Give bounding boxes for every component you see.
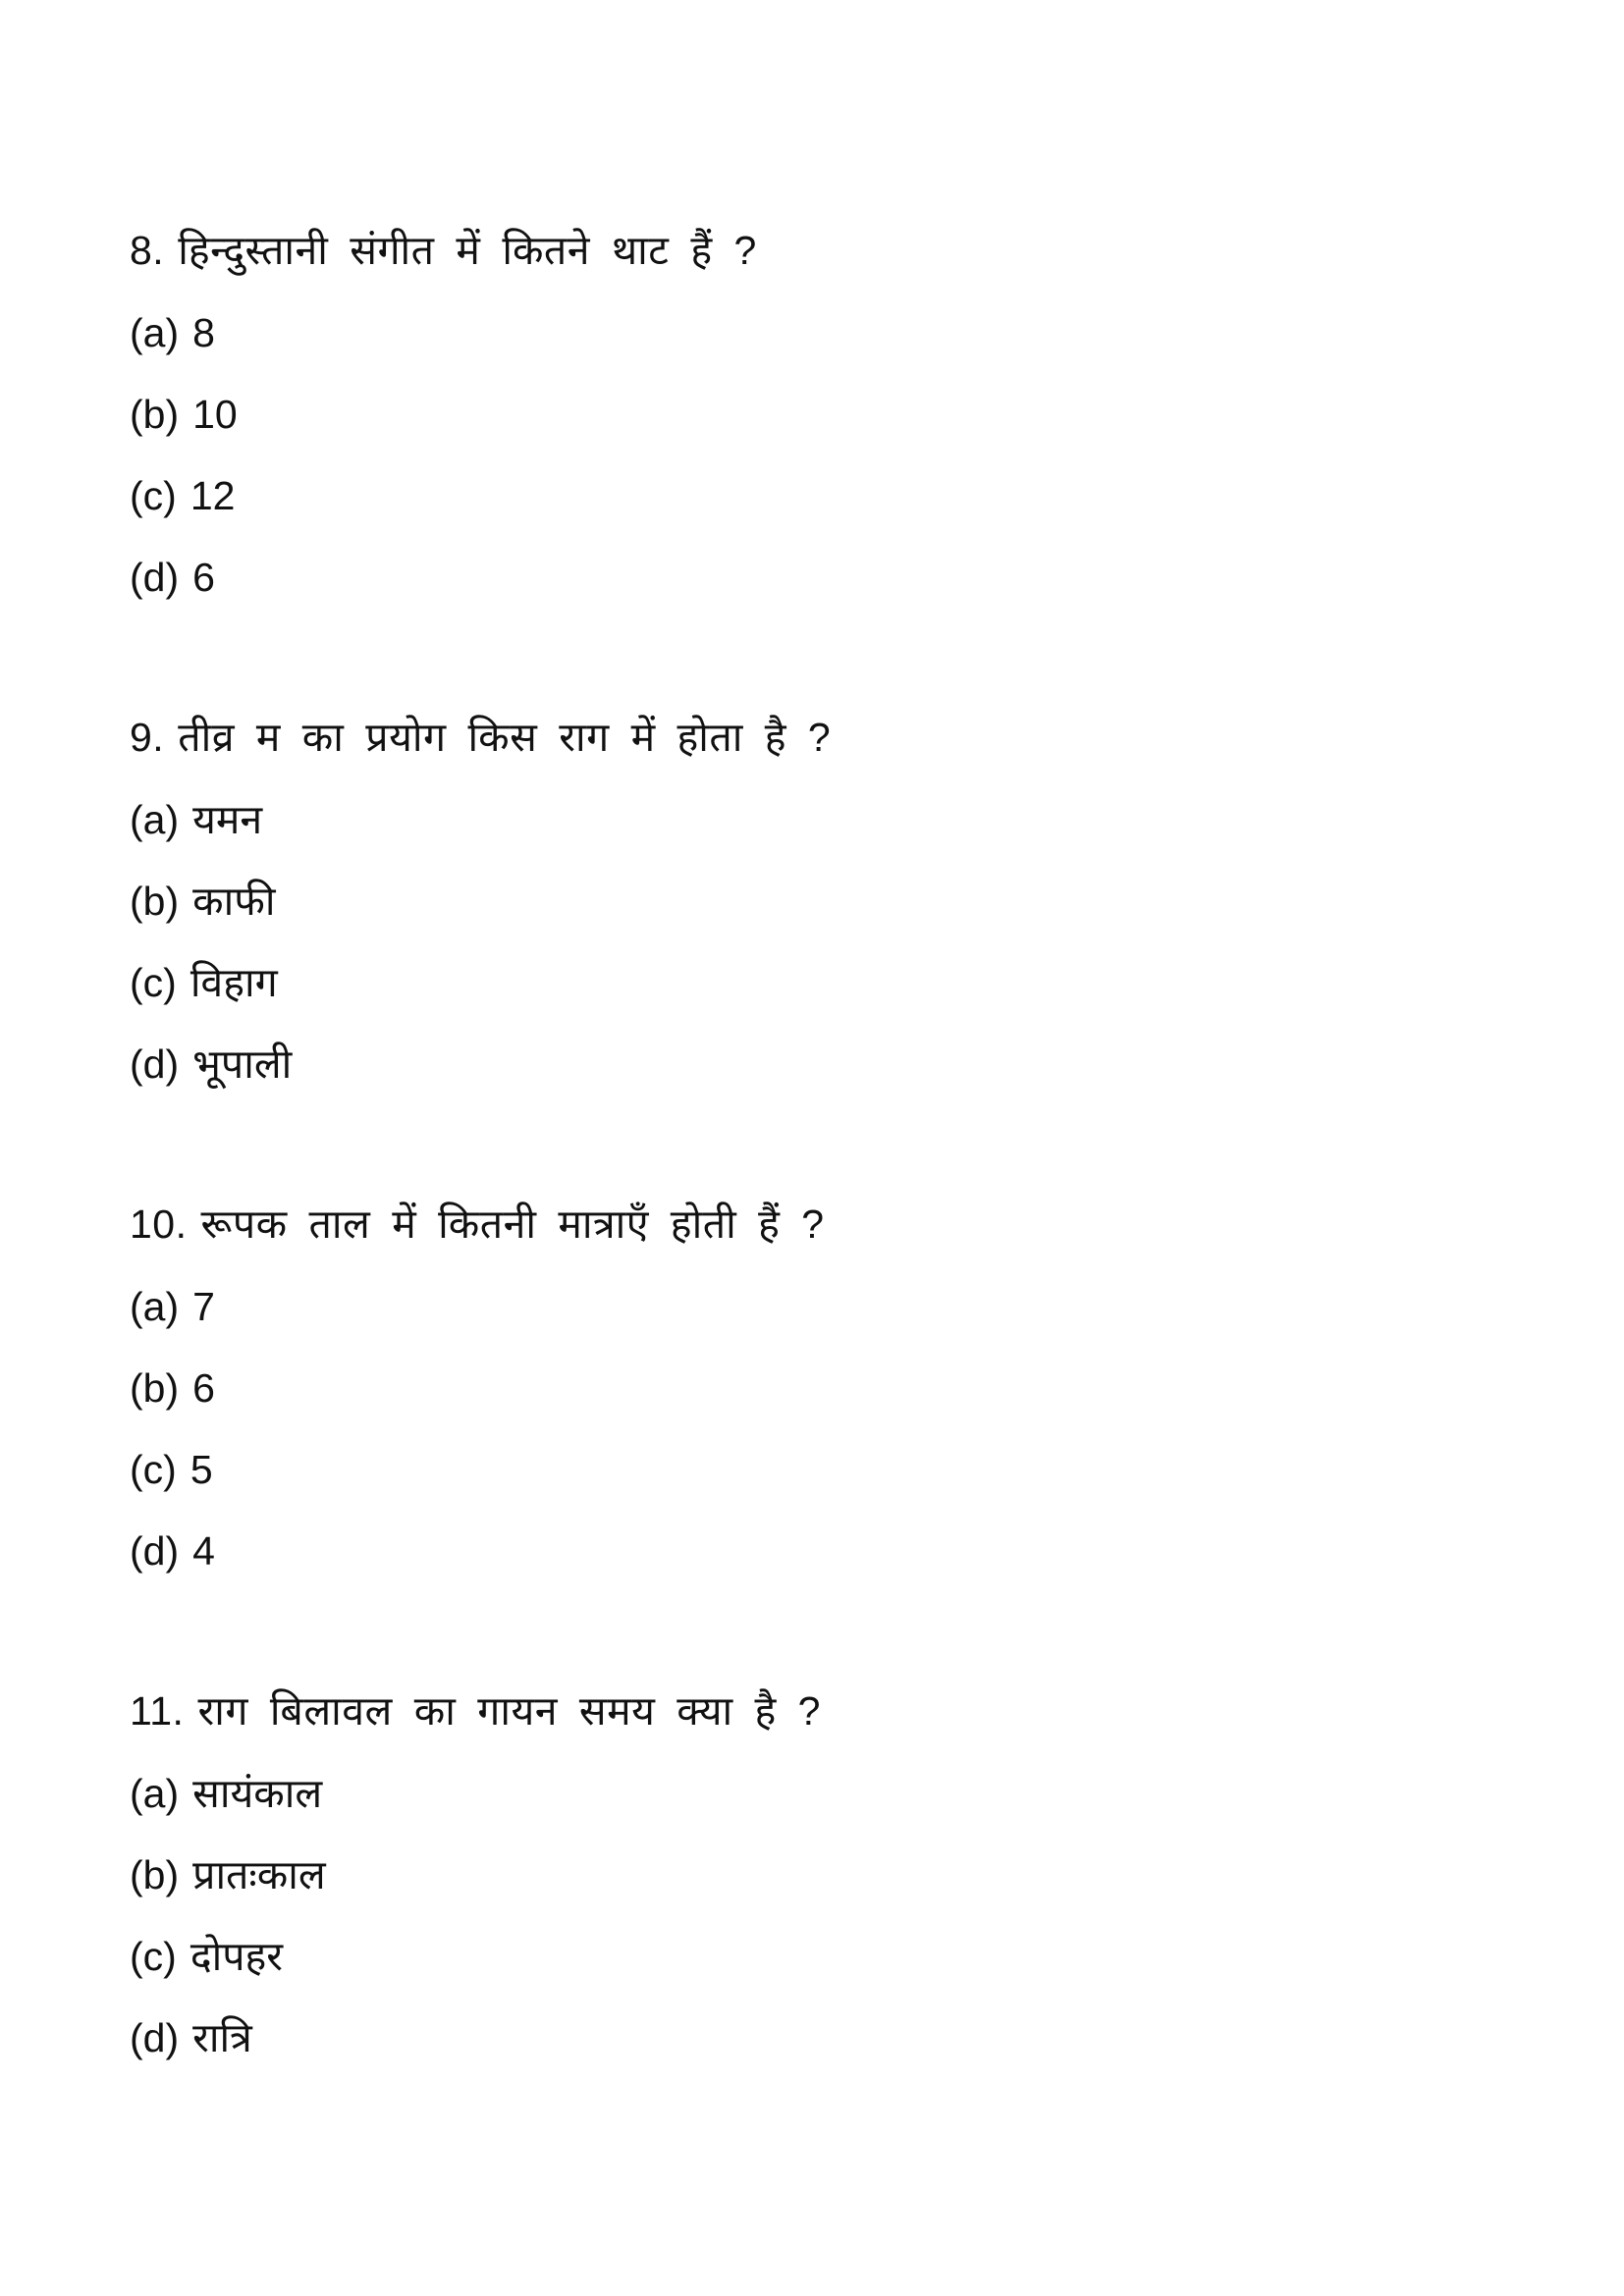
option-b xyxy=(130,1363,215,1413)
option-label: (c) xyxy=(130,960,177,1005)
question-number: 8. xyxy=(130,228,165,273)
option-d xyxy=(130,2013,252,2062)
option-text: सायंकाल xyxy=(192,1771,323,1816)
option-a xyxy=(130,795,262,844)
option-c xyxy=(130,471,235,520)
question-number: 10. xyxy=(130,1201,188,1247)
option-text: काफी xyxy=(192,879,276,924)
question-text: हिन्दुस्तानी संगीत में कितने थाट हैं ? xyxy=(178,228,757,273)
question-number: 11. xyxy=(130,1688,185,1734)
option-b xyxy=(130,1850,326,1899)
option-text: 6 xyxy=(192,1365,215,1411)
question-text: तीव्र म का प्रयोग किस राग में होता है ? xyxy=(178,715,832,760)
question-text: राग बिलावल का गायन समय क्या है ? xyxy=(197,1688,821,1734)
option-label: (c) xyxy=(130,473,177,518)
option-label: (d) xyxy=(130,1041,180,1087)
question-text-line xyxy=(130,226,757,275)
option-text: यमन xyxy=(192,797,263,842)
option-text: रात्रि xyxy=(192,2015,252,2060)
option-text: 7 xyxy=(192,1284,215,1329)
question-text: रूपक ताल में कितनी मात्राएँ होती हैं ? xyxy=(200,1201,825,1247)
option-label: (b) xyxy=(130,1365,180,1411)
option-a xyxy=(130,1769,322,1818)
option-label: (b) xyxy=(130,879,180,924)
option-label: (a) xyxy=(130,797,180,842)
option-text: 12 xyxy=(189,473,236,518)
option-label: (a) xyxy=(130,1284,180,1329)
option-label: (d) xyxy=(130,1528,180,1574)
option-text: 8 xyxy=(192,310,215,355)
option-text: दोपहर xyxy=(189,1934,284,1979)
option-text: प्रातःकाल xyxy=(192,1852,326,1897)
option-text: 6 xyxy=(192,555,215,600)
option-label: (d) xyxy=(130,2015,180,2060)
option-label: (b) xyxy=(130,392,180,437)
option-c xyxy=(130,958,278,1007)
option-d xyxy=(130,553,215,602)
question-text-line xyxy=(130,1200,825,1249)
option-b xyxy=(130,877,275,926)
option-text: भूपाली xyxy=(192,1041,293,1087)
option-text: 5 xyxy=(189,1447,213,1492)
question-number: 9. xyxy=(130,715,165,760)
option-text: 10 xyxy=(192,392,238,437)
question-text-line xyxy=(130,1686,821,1735)
option-a xyxy=(130,1282,215,1331)
option-a xyxy=(130,308,215,357)
option-text: विहाग xyxy=(189,960,278,1005)
option-label: (a) xyxy=(130,310,180,355)
question-text-line xyxy=(130,713,831,762)
option-label: (a) xyxy=(130,1771,180,1816)
option-label: (d) xyxy=(130,555,180,600)
option-label: (b) xyxy=(130,1852,180,1897)
option-b xyxy=(130,390,238,439)
option-d xyxy=(130,1040,292,1089)
option-c xyxy=(130,1932,283,1981)
option-label: (c) xyxy=(130,1934,177,1979)
option-c xyxy=(130,1445,213,1494)
option-label: (c) xyxy=(130,1447,177,1492)
option-d xyxy=(130,1526,215,1575)
option-text: 4 xyxy=(192,1528,215,1574)
